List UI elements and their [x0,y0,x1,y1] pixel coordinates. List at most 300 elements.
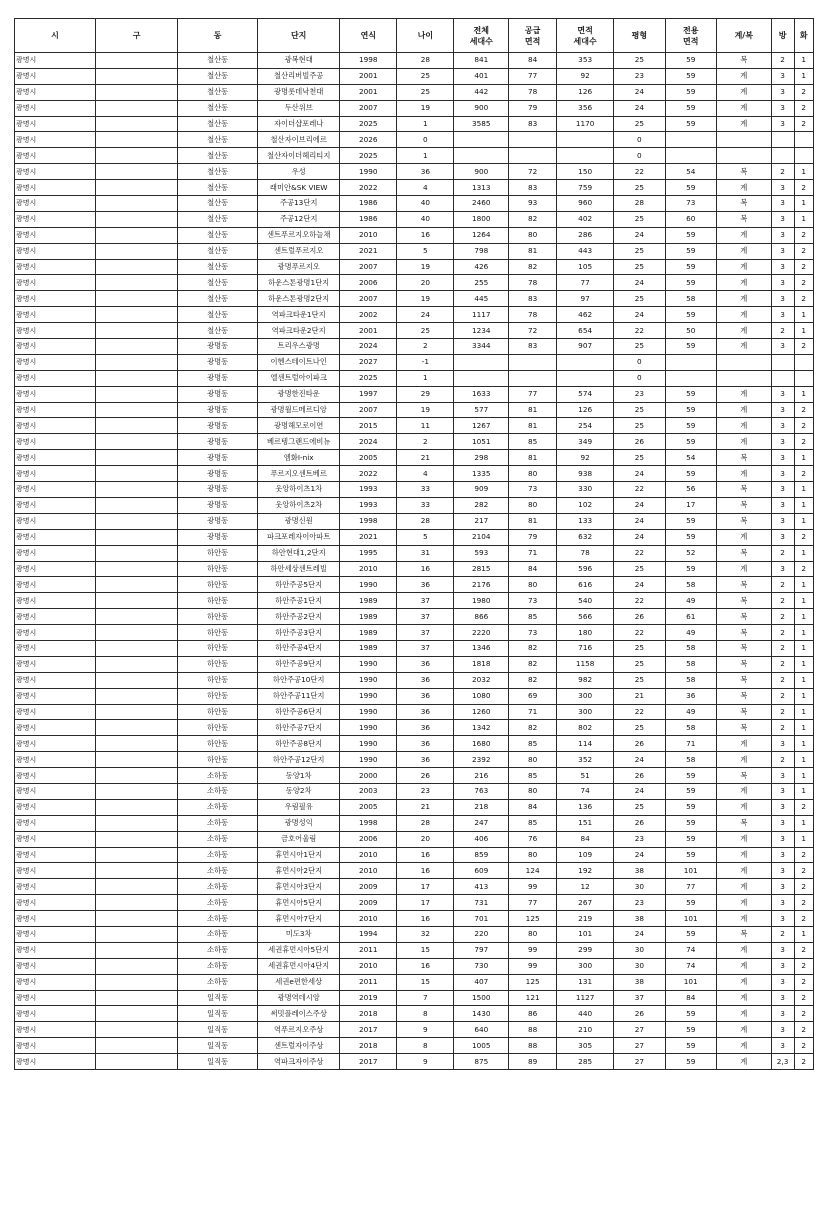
header-cell: 단지 [258,19,340,53]
table-cell: 광명시 [15,529,96,545]
table-cell: 85 [509,815,557,831]
table-cell: 74 [557,783,614,799]
table-cell: 광명동 [178,354,258,370]
table-cell: 3 [771,990,794,1006]
table-cell: 우림필유 [258,799,340,815]
table-cell: 92 [557,68,614,84]
table-cell: 2015 [340,418,397,434]
table-cell: 1 [794,196,814,212]
table-cell: 1 [794,545,814,561]
table-cell: 17 [665,497,716,513]
table-cell: 2 [794,84,814,100]
table-cell: 복 [716,164,771,180]
table-cell: 445 [454,291,509,307]
table-cell: 2 [771,609,794,625]
table-cell: 2010 [340,863,397,879]
table-cell: 15 [397,942,454,958]
table-cell: 59 [665,386,716,402]
table-cell: 1998 [340,815,397,831]
table-cell: 1 [794,688,814,704]
table-cell: 24 [614,847,665,863]
table-cell: 59 [665,529,716,545]
table-cell [96,879,178,895]
table-cell: 복 [716,593,771,609]
table-cell: 철산동 [178,84,258,100]
table-cell: 하안동 [178,577,258,593]
table-cell [96,291,178,307]
table-cell: 2 [771,625,794,641]
table-cell [96,768,178,784]
table-cell: 광명시 [15,911,96,927]
table-cell: 49 [665,625,716,641]
table-cell: 2 [397,434,454,450]
table-cell: 76 [509,831,557,847]
table-cell: 3 [771,275,794,291]
table-cell: 23 [397,783,454,799]
table-cell: 22 [614,323,665,339]
table-cell: 59 [665,561,716,577]
table-cell [96,831,178,847]
table-cell: 철산동 [178,68,258,84]
table-cell [96,942,178,958]
table-cell: 계 [716,736,771,752]
table-cell: 25 [614,799,665,815]
table-cell [96,656,178,672]
table-cell [96,688,178,704]
table-cell: 철산동 [178,164,258,180]
table-cell: 59 [665,434,716,450]
table-cell: 101 [665,974,716,990]
table-cell: 2 [794,942,814,958]
table-cell: 3 [771,291,794,307]
table-cell: 101 [665,911,716,927]
table-cell: 9 [397,1054,454,1070]
table-cell: 59 [665,847,716,863]
table-cell: 철산동 [178,227,258,243]
table-cell: 광명시 [15,513,96,529]
table-row [15,609,814,625]
table-cell: 하안동 [178,672,258,688]
table-cell: 광명동 [178,434,258,450]
table-cell: -1 [397,354,454,370]
table-cell: 300 [557,688,614,704]
table-cell: 웃앙하이츠1차 [258,482,340,498]
table-cell: 광명시 [15,497,96,513]
table-cell [96,307,178,323]
table-cell: 철산동 [178,116,258,132]
table-cell: 광명시 [15,879,96,895]
table-cell: 2 [771,323,794,339]
table-cell: 859 [454,847,509,863]
table-cell: 150 [557,164,614,180]
table-cell: 577 [454,402,509,418]
table-cell: 계 [716,1038,771,1054]
table-cell: 1 [794,752,814,768]
table-cell: 소하동 [178,831,258,847]
table-cell: 210 [557,1022,614,1038]
table-cell: 광명시 [15,291,96,307]
table-cell: 웃앙하이츠2차 [258,497,340,513]
table-cell: 트리우스광명 [258,339,340,355]
table-cell: 349 [557,434,614,450]
table-cell: 2007 [340,291,397,307]
table-cell: 2 [771,672,794,688]
table-cell: 광명시 [15,418,96,434]
table-cell: 15 [397,974,454,990]
table-cell: 92 [557,450,614,466]
table-cell: 0 [614,132,665,148]
table-cell: 78 [509,307,557,323]
table-cell [96,704,178,720]
table-cell: 광명시 [15,831,96,847]
table-cell: 2006 [340,275,397,291]
table-cell: 1267 [454,418,509,434]
table-cell: 소하동 [178,815,258,831]
table-cell: 1998 [340,53,397,69]
table-cell: 2010 [340,847,397,863]
table-cell: 25 [614,211,665,227]
table-cell: 1986 [340,211,397,227]
table-cell: 93 [509,196,557,212]
table-cell: 37 [397,640,454,656]
table-cell: 21 [614,688,665,704]
table-cell [96,513,178,529]
table-cell: 1 [794,593,814,609]
table-cell: 베르텡그랜드에비뉴 [258,434,340,450]
table-cell [96,672,178,688]
table-cell [794,354,814,370]
table-cell [771,148,794,164]
table-cell: 1170 [557,116,614,132]
table-cell: 하안주공1단지 [258,593,340,609]
table-cell: 58 [665,577,716,593]
table-cell: 84 [509,799,557,815]
table-cell: 1051 [454,434,509,450]
table-cell: 계 [716,561,771,577]
table-cell: 1 [794,323,814,339]
table-cell: 2 [397,339,454,355]
table-cell: 85 [509,736,557,752]
table-cell: 2017 [340,1054,397,1070]
table-cell: 2005 [340,450,397,466]
table-cell: 두산위브 [258,100,340,116]
table-cell: 2007 [340,100,397,116]
table-cell: 80 [509,466,557,482]
table-cell: 1 [794,640,814,656]
table-cell: 계 [716,116,771,132]
table-cell: 복 [716,688,771,704]
table-cell: 2220 [454,625,509,641]
table-cell: 566 [557,609,614,625]
table-cell: 286 [557,227,614,243]
table-cell: 59 [665,243,716,259]
table-cell: 1990 [340,577,397,593]
table-cell: 하안동 [178,720,258,736]
table-cell: 59 [665,799,716,815]
table-cell: 59 [665,259,716,275]
table-cell: 82 [509,640,557,656]
table-cell: 소하동 [178,958,258,974]
table-cell: 25 [614,180,665,196]
table-cell: 22 [614,593,665,609]
table-cell: 59 [665,926,716,942]
table-row [15,513,814,529]
table-row [15,561,814,577]
table-cell: 미도3차 [258,926,340,942]
table-cell: 982 [557,672,614,688]
table-cell: 24 [614,227,665,243]
table-cell: 77 [509,895,557,911]
table-cell: 역파크타운2단지 [258,323,340,339]
table-cell: 81 [509,402,557,418]
table-cell: 125 [509,911,557,927]
table-cell: 84 [665,990,716,1006]
table-cell: 126 [557,84,614,100]
table-cell [96,497,178,513]
table-cell: 하안동 [178,625,258,641]
table-cell: 3 [771,211,794,227]
table-cell [96,211,178,227]
table-cell: 1005 [454,1038,509,1054]
table-cell: 계 [716,68,771,84]
table-cell: 하안주공12단지 [258,752,340,768]
table-cell: 광명시 [15,625,96,641]
table-cell [96,863,178,879]
table-cell: 철산동 [178,180,258,196]
table-cell: 2018 [340,1038,397,1054]
table-cell: 2005 [340,799,397,815]
table-row [15,227,814,243]
table-cell: 3 [771,736,794,752]
table-cell [96,974,178,990]
table-cell: 철산동 [178,275,258,291]
table-row [15,640,814,656]
table-cell: 25 [614,450,665,466]
table-cell: 593 [454,545,509,561]
table-cell: 82 [509,211,557,227]
table-cell: 휴먼시아7단지 [258,911,340,927]
table-cell: 71 [509,545,557,561]
table-cell: 광명시 [15,768,96,784]
table-cell [557,354,614,370]
table-cell: 계 [716,434,771,450]
table-row [15,68,814,84]
table-cell [557,148,614,164]
table-cell: 1 [794,68,814,84]
table-cell: 1 [397,370,454,386]
table-cell: 1 [794,704,814,720]
table-cell: 97 [557,291,614,307]
table-cell [96,1006,178,1022]
table-cell [794,148,814,164]
table-cell: 2001 [340,68,397,84]
table-cell: 79 [509,100,557,116]
table-cell: 24 [614,100,665,116]
table-cell: 철산동 [178,53,258,69]
table-cell: 소하동 [178,926,258,942]
table-cell: 계 [716,180,771,196]
table-cell: 2 [771,656,794,672]
header-cell: 시 [15,19,96,53]
table-cell: 27 [614,1022,665,1038]
table-cell: 1346 [454,640,509,656]
table-cell [96,354,178,370]
table-cell: 25 [397,323,454,339]
table-cell: 1 [794,513,814,529]
table-cell: 81 [509,450,557,466]
table-cell: 계 [716,243,771,259]
table-cell [96,227,178,243]
header-cell: 평형 [614,19,665,53]
table-cell: 광명시 [15,863,96,879]
table-cell: 2 [794,529,814,545]
table-cell: 426 [454,259,509,275]
table-cell: 1 [794,577,814,593]
table-cell: 83 [509,180,557,196]
table-cell: 광명시 [15,370,96,386]
table-cell [96,84,178,100]
table-cell: 124 [509,863,557,879]
table-cell: 3 [771,1006,794,1022]
table-cell: 1127 [557,990,614,1006]
table-cell: 계 [716,942,771,958]
table-cell: 3 [771,100,794,116]
table-cell: 84 [509,561,557,577]
table-cell: 731 [454,895,509,911]
table-cell: 22 [614,164,665,180]
table-row [15,672,814,688]
table-cell: 89 [509,1054,557,1070]
table-cell: 5 [397,243,454,259]
table-cell: 1994 [340,926,397,942]
table-row [15,259,814,275]
table-cell: 광명해모로이연 [258,418,340,434]
table-cell: 소하동 [178,847,258,863]
table-cell: 36 [397,164,454,180]
table-cell: 광명시 [15,942,96,958]
table-cell: 하안동 [178,704,258,720]
table-cell [96,466,178,482]
table-cell: 2 [794,466,814,482]
table-cell: 광명시 [15,196,96,212]
table-cell: 58 [665,752,716,768]
table-cell: 하안주공3단지 [258,625,340,641]
table-cell: 광명동 [178,529,258,545]
table-cell [96,450,178,466]
table-cell: 25 [614,672,665,688]
table-cell: 하안동 [178,609,258,625]
table-cell: 19 [397,291,454,307]
table-cell: 하안주공10단지 [258,672,340,688]
table-cell: 소하동 [178,974,258,990]
table-cell: 휴먼시아2단지 [258,863,340,879]
table-cell: 85 [509,434,557,450]
table-row [15,704,814,720]
table-cell: 광명동 [178,339,258,355]
table-cell: 광명시 [15,450,96,466]
table-cell: 33 [397,482,454,498]
table-cell: 일직동 [178,990,258,1006]
table-cell: 61 [665,609,716,625]
table-cell: 126 [557,402,614,418]
table-cell: 2 [771,53,794,69]
table-cell: 285 [557,1054,614,1070]
table-cell: 하안동 [178,640,258,656]
table-cell: 3 [771,911,794,927]
table-cell: 1993 [340,497,397,513]
table-cell: 109 [557,847,614,863]
table-row [15,911,814,927]
table-cell: 413 [454,879,509,895]
table-cell: 58 [665,656,716,672]
table-cell: 2 [794,958,814,974]
table-cell: 25 [614,116,665,132]
table-cell [96,132,178,148]
table-cell: 계 [716,911,771,927]
table-cell: 19 [397,100,454,116]
table-cell: 88 [509,1038,557,1054]
table-row [15,323,814,339]
table-cell: 1 [794,831,814,847]
table-cell: 12 [557,879,614,895]
table-cell [96,323,178,339]
table-cell: 2 [794,990,814,1006]
table-cell: 소하동 [178,911,258,927]
table-cell: 443 [557,243,614,259]
table-cell: 3 [771,418,794,434]
table-cell: 3585 [454,116,509,132]
table-cell: 1 [794,609,814,625]
table-cell: 217 [454,513,509,529]
table-cell: 26 [614,434,665,450]
table-cell: 복 [716,609,771,625]
table-cell: 353 [557,53,614,69]
table-cell [96,164,178,180]
table-cell [454,354,509,370]
table-cell: 28 [397,815,454,831]
table-cell: 2 [794,434,814,450]
table-cell: 3 [771,561,794,577]
table-cell: 광명시 [15,815,96,831]
table-cell: 복 [716,640,771,656]
table-cell: 광명시 [15,164,96,180]
table-cell: 36 [665,688,716,704]
table-cell: 26 [614,609,665,625]
table-cell: 광명시 [15,386,96,402]
table-cell: 2025 [340,370,397,386]
table-cell: 1500 [454,990,509,1006]
table-cell: 2022 [340,466,397,482]
table-cell [96,1038,178,1054]
table-cell: 79 [509,529,557,545]
table-cell: 54 [665,164,716,180]
table-cell: 2 [794,879,814,895]
table-cell: 역푸르지오주상 [258,1022,340,1038]
table-cell: 24 [614,783,665,799]
table-cell: 광명시 [15,482,96,498]
table-cell: 2024 [340,434,397,450]
table-cell: 1 [794,768,814,784]
table-cell: 900 [454,164,509,180]
table-cell: 1 [794,720,814,736]
table-row [15,799,814,815]
table-cell: 2 [794,1038,814,1054]
table-cell: 25 [614,640,665,656]
table-cell: 77 [557,275,614,291]
table-cell [454,148,509,164]
table-cell: 2010 [340,227,397,243]
table-cell: 2007 [340,402,397,418]
